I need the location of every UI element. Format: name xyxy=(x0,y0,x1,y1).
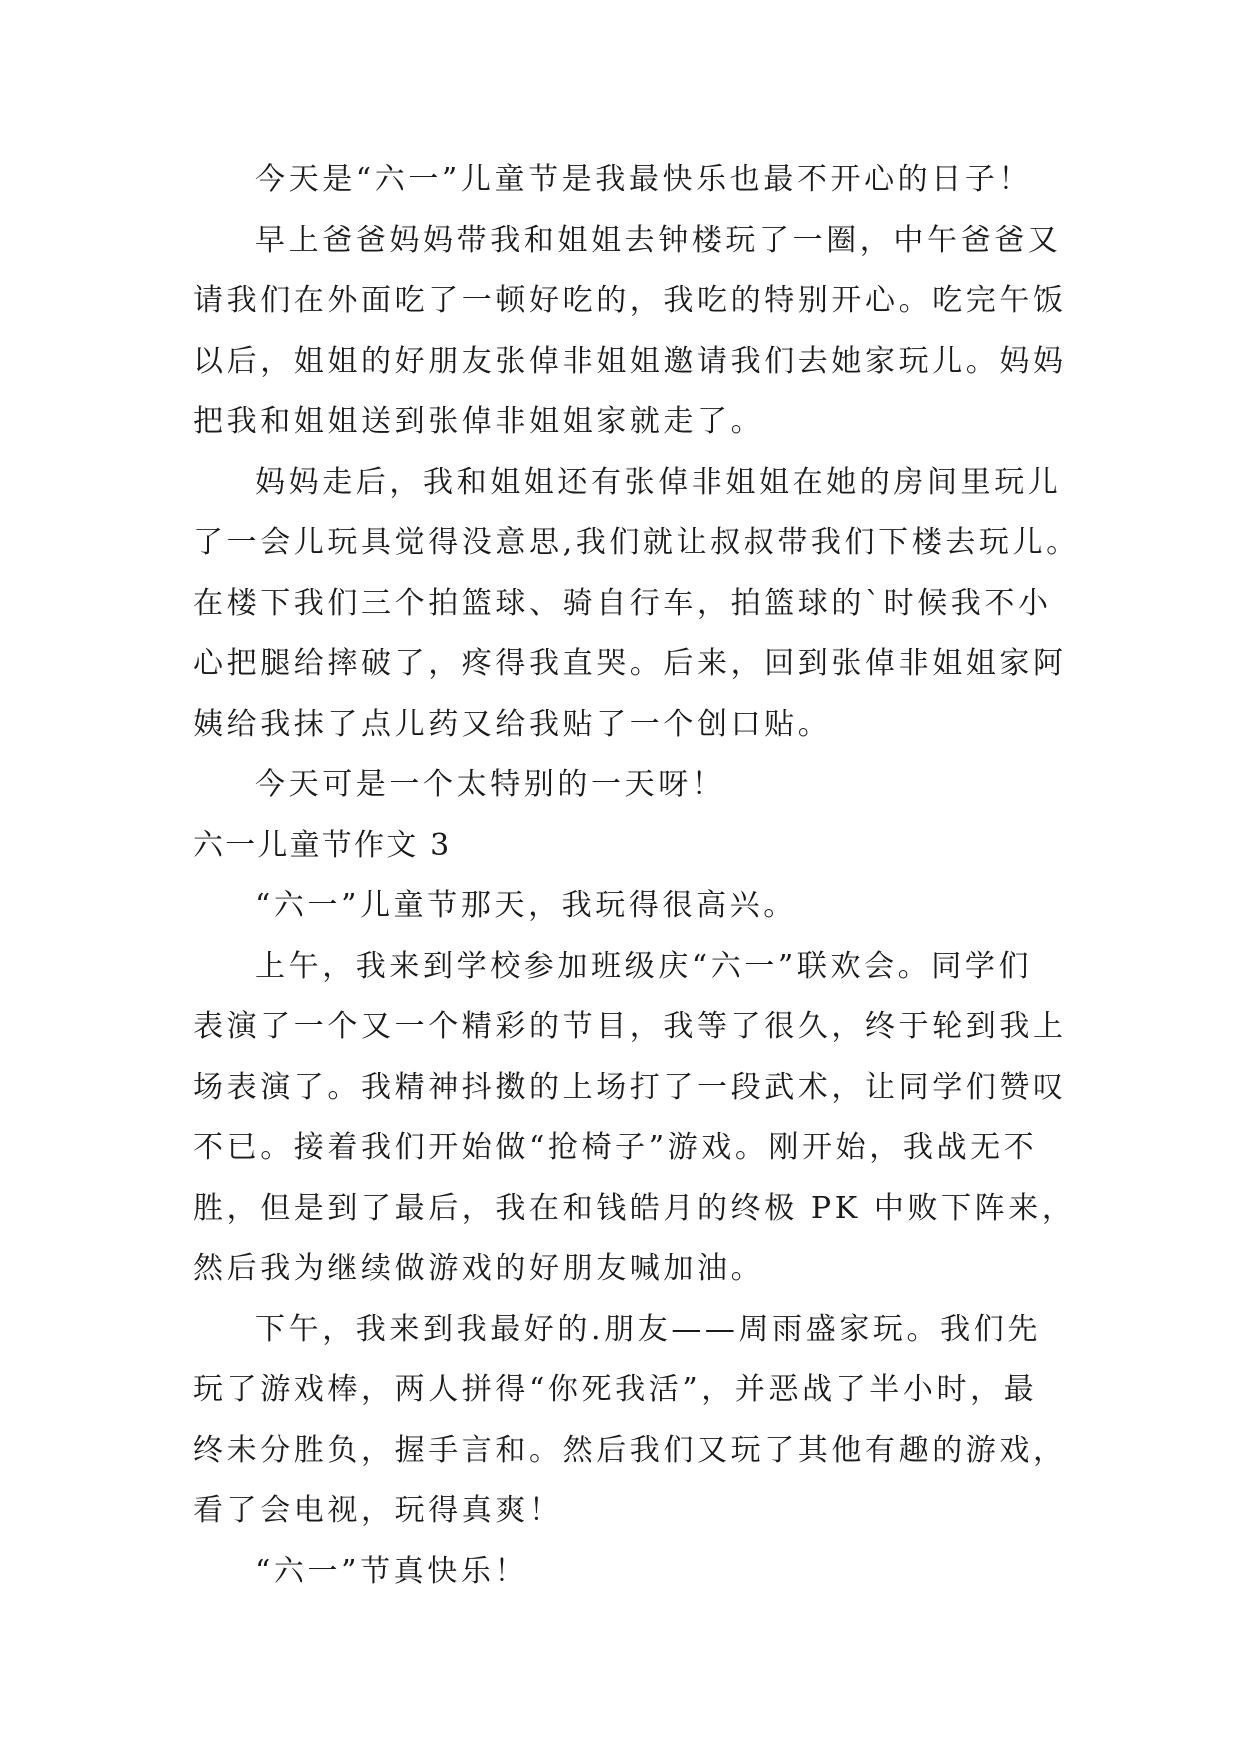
paragraph-line: 不已。接着我们开始做“抢椅子”游戏。刚开始，我战无不 xyxy=(193,1130,1038,1165)
paragraph-line: 早上爸爸妈妈带我和姐姐去钟楼玩了一圈，中午爸爸又 xyxy=(255,222,1062,258)
paragraph-line: 把我和姐姐送到张倬非姐姐家就走了。 xyxy=(193,404,765,439)
paragraph-line: 了一会儿玩具觉得没意思,我们就让叔叔带我们下楼去玩儿。 xyxy=(193,525,1080,560)
paragraph-line: 姨给我抹了点儿药又给我贴了一个创口贴。 xyxy=(193,706,832,742)
paragraph-line: 今天可是一个太特别的一天呀！ xyxy=(255,767,726,802)
paragraph-line: 下午，我来到我最好的.朋友——周雨盛家玩。我们先 xyxy=(255,1311,1041,1347)
paragraph-line: 胜，但是到了最后，我在和钱皓月的终极 PK 中败下阵来， xyxy=(193,1190,1076,1226)
paragraph-line: 看了会电视，玩得真爽！ xyxy=(193,1493,563,1528)
paragraph-line: 玩了游戏棒，两人拼得“你死我活”，并恶战了半小时，最 xyxy=(193,1372,1038,1407)
paragraph-line: 表演了一个又一个精彩的节目，我等了很久，终于轮到我上 xyxy=(193,1009,1067,1044)
paragraph-line: 上午，我来到学校参加班级庆“六一”联欢会。同学们 xyxy=(255,948,1033,984)
paragraph-line: 场表演了。我精神抖擞的上场打了一段武术，让同学们赞叹 xyxy=(193,1069,1067,1105)
paragraph-line: 请我们在外面吃了一顿好吃的，我吃的特别开心。吃完午饭 xyxy=(193,283,1067,318)
paragraph-line: 心把腿给摔破了，疼得我直哭。后来，回到张倬非姐姐家阿 xyxy=(193,646,1067,681)
paragraph-line: “六一”儿童节那天，我玩得很高兴。 xyxy=(255,888,797,923)
paragraph-line: 终未分胜负，握手言和。然后我们又玩了其他有趣的游戏， xyxy=(193,1432,1067,1468)
paragraph-line: 然后我为继续做游戏的好朋友喊加油。 xyxy=(193,1251,765,1286)
paragraph-line: 妈妈走后，我和姐姐还有张倬非姐姐在她的房间里玩儿 xyxy=(255,464,1062,500)
section-heading: 六一儿童节作文 3 xyxy=(193,827,452,863)
paragraph-line: 在楼下我们三个拍篮球、骑自行车，拍篮球的`时候我不小 xyxy=(193,585,1052,621)
paragraph-line: 今天是“六一”儿童节是我最快乐也最不开心的日子！ xyxy=(255,162,1033,197)
document-body xyxy=(193,150,1080,1602)
paragraph-line: 以后，姐姐的好朋友张倬非姐姐邀请我们去她家玩儿。妈妈 xyxy=(193,343,1067,379)
paragraph-line: “六一”节真快乐！ xyxy=(255,1553,529,1589)
